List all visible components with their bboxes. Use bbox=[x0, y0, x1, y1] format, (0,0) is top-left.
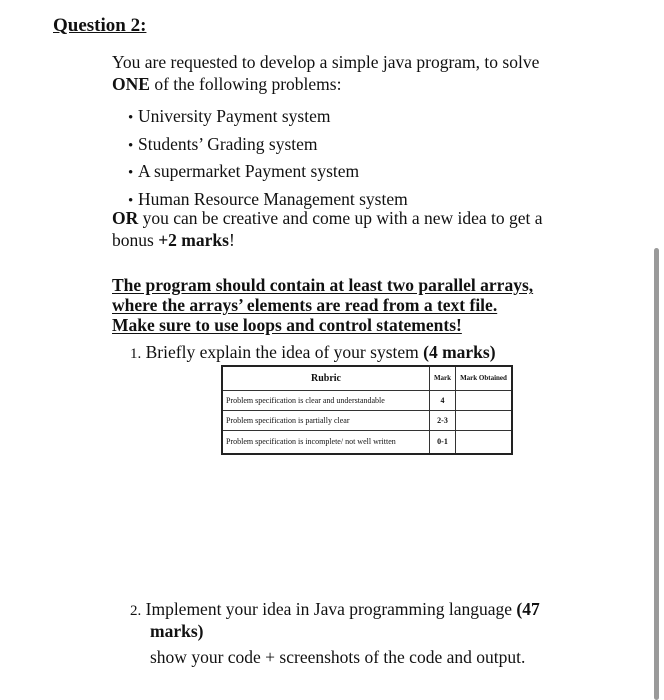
bullet-icon: • bbox=[128, 192, 134, 209]
task-2-line-1 bbox=[130, 598, 540, 622]
or-line-2-post: ! bbox=[228, 230, 235, 250]
option-label: Human Resource Management system bbox=[138, 188, 408, 209]
rubric-mark: 0-1 bbox=[430, 430, 456, 454]
task-1-text: Briefly explain the idea of your system bbox=[145, 342, 424, 362]
rubric-criterion: Problem specification is partially clear bbox=[222, 410, 430, 430]
or-line-2 bbox=[112, 229, 235, 251]
option-label: Students’ Grading system bbox=[138, 133, 318, 154]
question-title: Question 2: bbox=[53, 15, 147, 36]
requirement-line-3: Make sure to use loops and control statements! bbox=[112, 315, 462, 335]
requirement-line-1: The program should contain at least two parallel arrays, bbox=[112, 275, 534, 295]
list-item bbox=[128, 159, 408, 187]
rubric-obtained bbox=[456, 390, 513, 410]
option-label: A supermarket Payment system bbox=[138, 161, 360, 181]
rubric-obtained bbox=[456, 410, 513, 430]
or-line-1 bbox=[112, 207, 543, 229]
task-2-marks-open: (47 bbox=[516, 599, 540, 619]
mark-obtained-header: Mark Obtained bbox=[456, 366, 513, 390]
task-2-number: 2. bbox=[130, 603, 142, 619]
or-line-1-rest: you can be creative and come up with a new idea to get a bbox=[138, 208, 543, 228]
bullet-icon: • bbox=[128, 165, 134, 181]
table-row bbox=[222, 390, 512, 410]
rubric-criterion: Problem specification is clear and understandable bbox=[222, 390, 430, 410]
rubric-obtained bbox=[456, 430, 513, 454]
requirement-line-2: where the arrays’ elements are read from a text file. bbox=[112, 295, 498, 315]
task-1-marks: (4 marks) bbox=[423, 342, 496, 362]
or-bold: OR bbox=[112, 208, 139, 228]
rubric-table bbox=[221, 365, 513, 455]
list-item bbox=[128, 132, 408, 160]
option-label: University Payment system bbox=[138, 106, 331, 126]
bullet-icon: • bbox=[128, 137, 134, 154]
task-1-number: 1. bbox=[130, 346, 142, 362]
rubric-criterion: Problem specification is incomplete/ not well written bbox=[222, 430, 430, 454]
intro-line-2 bbox=[112, 73, 341, 95]
intro-line-2-rest: of the following problems: bbox=[149, 74, 342, 94]
bonus-marks: +2 marks bbox=[158, 230, 229, 250]
bullet-icon: • bbox=[128, 110, 134, 126]
task-2-text: Implement your idea in Java programming language bbox=[145, 599, 517, 619]
table-row bbox=[222, 430, 512, 454]
rubric-mark: 4 bbox=[430, 390, 456, 410]
task-2-note: show your code + screenshots of the code and output. bbox=[150, 647, 526, 667]
intro-one-bold: ONE bbox=[112, 74, 150, 94]
or-line-2-pre: bonus bbox=[112, 230, 159, 250]
table-header-row bbox=[222, 366, 512, 390]
rubric-mark: 2-3 bbox=[430, 410, 456, 430]
intro-line-1: You are requested to develop a simple java program, to solve bbox=[112, 52, 540, 72]
task-1 bbox=[130, 341, 496, 365]
vertical-scrollbar[interactable] bbox=[654, 248, 659, 700]
task-2-marks: marks) bbox=[150, 621, 204, 641]
rubric-header: Rubric bbox=[222, 366, 430, 390]
list-item bbox=[128, 104, 408, 132]
table-row bbox=[222, 410, 512, 430]
options-list bbox=[128, 104, 408, 214]
mark-header: Mark bbox=[430, 366, 456, 390]
